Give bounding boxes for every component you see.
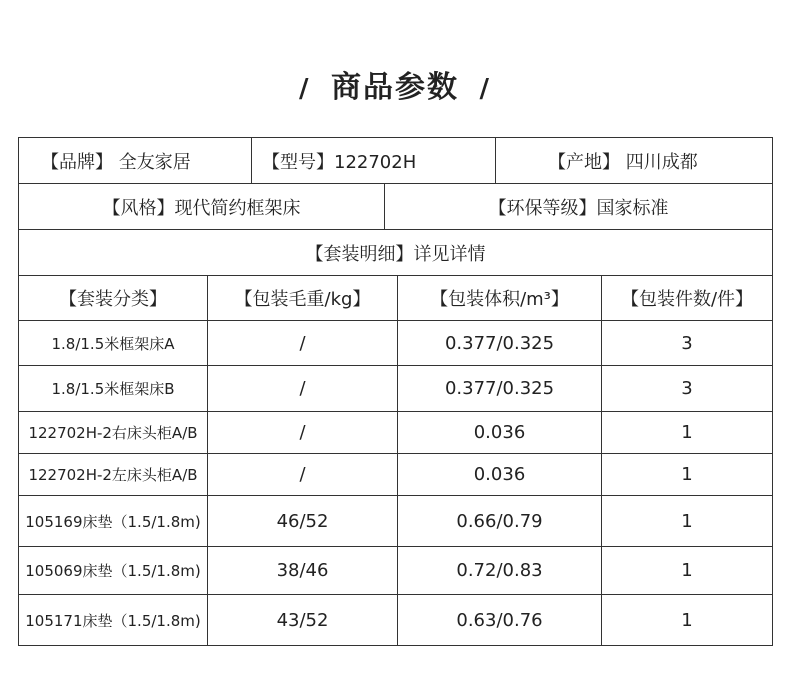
row-category: 1.8/1.5米框架床B [51,380,175,398]
row-count: 1 [601,547,772,594]
row-weight: / [207,454,397,495]
row-count: 1 [601,412,772,453]
header-weight: 【包装毛重/kg】 [207,276,397,320]
header-volume: 【包装体积/m³】 [397,276,601,320]
page-title [0,62,790,106]
table-row [19,496,772,547]
eco-cell: 【环保等级】国家标准 [384,184,772,229]
row-weight: 43/52 [207,595,397,645]
table-row [19,454,772,496]
title-mark-right: / [479,73,491,104]
table-row [19,547,772,595]
table-row [19,595,772,645]
row-weight: / [207,321,397,365]
table-row [19,412,772,454]
detail-cell: 【套装明细】详见详情 [305,243,486,265]
row-count: 3 [601,321,772,365]
row-weight: / [207,412,397,453]
brand-cell: 【品牌】 全友家居 [41,151,191,173]
header-category: 【套装分类】 [59,289,167,310]
header-count: 【包装件数/件】 [601,276,772,320]
info-row-3 [19,230,772,276]
title-text: 商品参数 [331,70,459,105]
row-weight: 46/52 [207,496,397,546]
row-count: 1 [601,454,772,495]
row-weight: 38/46 [207,547,397,594]
row-volume: 0.72/0.83 [397,547,601,594]
row-count: 1 [601,496,772,546]
row-count: 3 [601,366,772,411]
row-count: 1 [601,595,772,645]
row-category: 105069床垫（1.5/1.8m) [25,562,201,580]
spec-table [18,137,773,646]
origin-cell: 【产地】 四川成都 [495,138,772,183]
row-volume: 0.66/0.79 [397,496,601,546]
row-volume: 0.377/0.325 [397,321,601,365]
row-volume: 0.036 [397,454,601,495]
info-row-2 [19,184,772,230]
table-row [19,366,772,412]
table-row [19,321,772,366]
row-category: 122702H-2左床头柜A/B [28,466,198,484]
row-volume: 0.63/0.76 [397,595,601,645]
row-category: 105171床垫（1.5/1.8m) [25,611,201,630]
row-volume: 0.377/0.325 [397,366,601,411]
title-mark-left: / [299,73,311,104]
table-header-row [19,276,772,321]
row-volume: 0.036 [397,412,601,453]
info-row-1 [19,138,772,184]
row-category: 105169床垫（1.5/1.8m) [25,512,201,531]
row-category: 122702H-2右床头柜A/B [28,424,198,442]
style-cell: 【风格】现代简约框架床 [102,197,301,219]
row-category: 1.8/1.5米框架床A [51,334,175,353]
row-weight: / [207,366,397,411]
model-cell: 【型号】122702H [251,138,495,183]
